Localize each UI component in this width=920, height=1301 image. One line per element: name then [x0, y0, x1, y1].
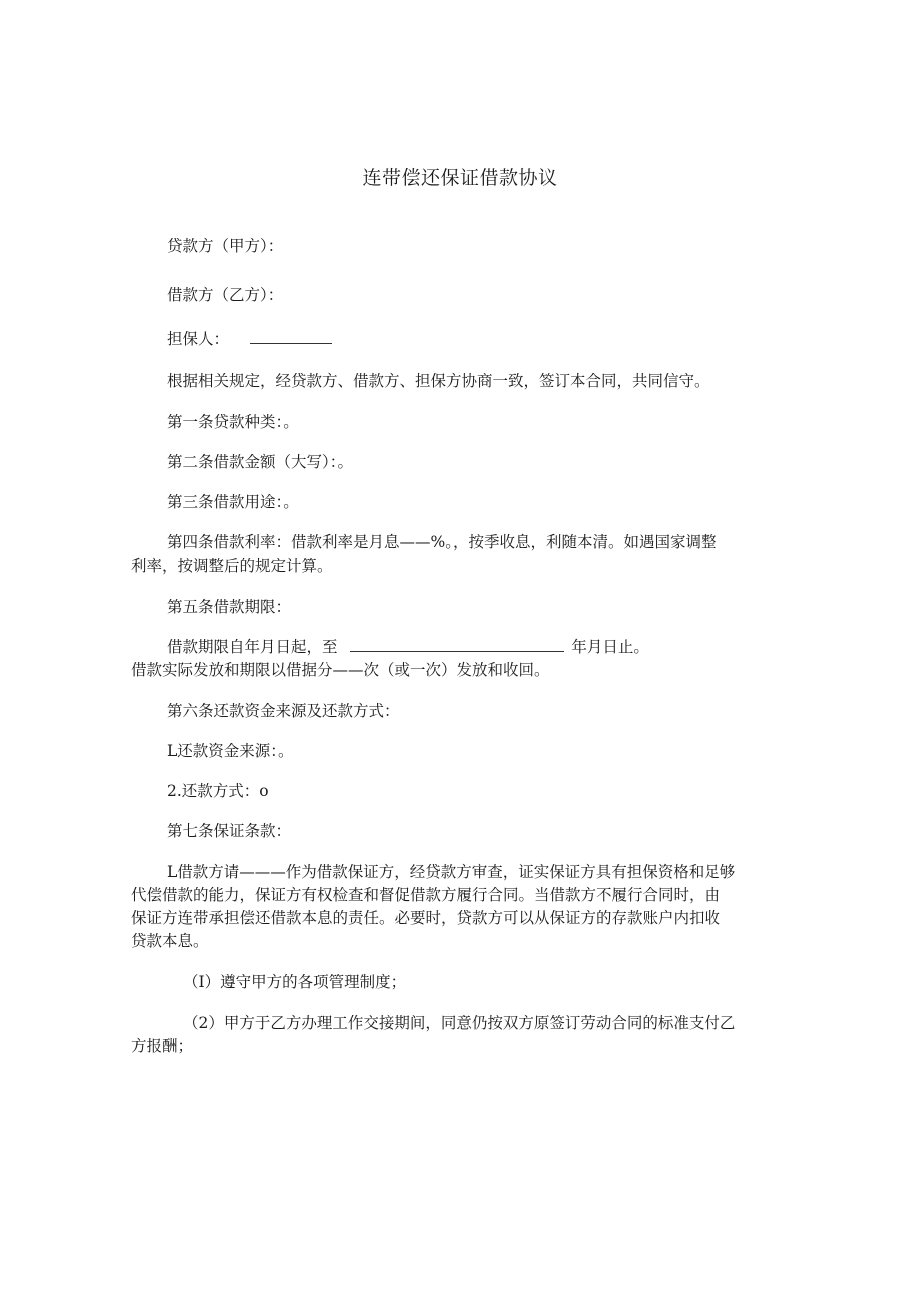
document-title: 连带偿还保证借款协议: [362, 167, 558, 189]
article-6-item-2: 2.还款方式：o: [167, 782, 269, 800]
article-6-item-1: L还款资金来源：。: [167, 742, 294, 760]
guarantor-line: [167, 327, 334, 350]
article-3: 第三条借款用途：。: [167, 493, 299, 511]
article-4-line-2: 利率，按调整后的规定计算。: [131, 557, 333, 575]
article-1: 第一条贷款种类：。: [167, 413, 299, 431]
article-6: 第六条还款资金来源及还款方式：: [167, 702, 400, 720]
clause-item-1: （I）遵守甲方的各项管理制度；: [183, 973, 407, 991]
loan-term-blank: [350, 635, 564, 652]
article-7-para-line-3: 保证方连带承担偿还借款本息的责任。必要时，贷款方可以从保证方的存款账户内扣收: [131, 909, 721, 927]
loan-term-start: 借款期限自年月日起，至: [167, 638, 338, 656]
article-7-para-line-4: 贷款本息。: [131, 932, 209, 950]
lender-line: 贷款方（甲方）：: [167, 237, 284, 255]
clause-item-2-line-2: 方报酬；: [131, 1037, 194, 1055]
article-7-para-line-2: 代偿借款的能力，保证方有权检查和督促借款方履行合同。当借款方不履行合同时，由: [131, 886, 721, 904]
guarantor-label: 担保人：: [167, 330, 230, 348]
article-5: 第五条借款期限：: [167, 598, 292, 616]
article-2: 第二条借款金额（大写）：。: [167, 453, 354, 471]
borrower-line: 借款方（乙方）：: [167, 286, 284, 304]
loan-term-end: 年月日止。: [571, 638, 649, 656]
clause-item-2-line-1: （2）甲方于乙方办理工作交接期间，同意仍按双方原签订劳动合同的标准支付乙: [183, 1014, 736, 1032]
article-4-line-1: 第四条借款利率：借款利率是月息——%。，按季收息，利随本清。如遇国家调整: [167, 533, 717, 551]
loan-term-line-2: 借款实际发放和期限以借据分——次（或一次）发放和收回。: [131, 661, 550, 679]
article-7-para-line-1: L借款方请———作为借款保证方，经贷款方审查，证实保证方具有担保资格和足够: [167, 863, 736, 881]
loan-term-line: [167, 635, 649, 658]
preamble: 根据相关规定，经贷款方、借款方、担保方协商一致，签订本合同，共同信守。: [167, 372, 710, 390]
article-7: 第七条保证条款：: [167, 822, 292, 840]
guarantor-blank: [250, 327, 332, 344]
